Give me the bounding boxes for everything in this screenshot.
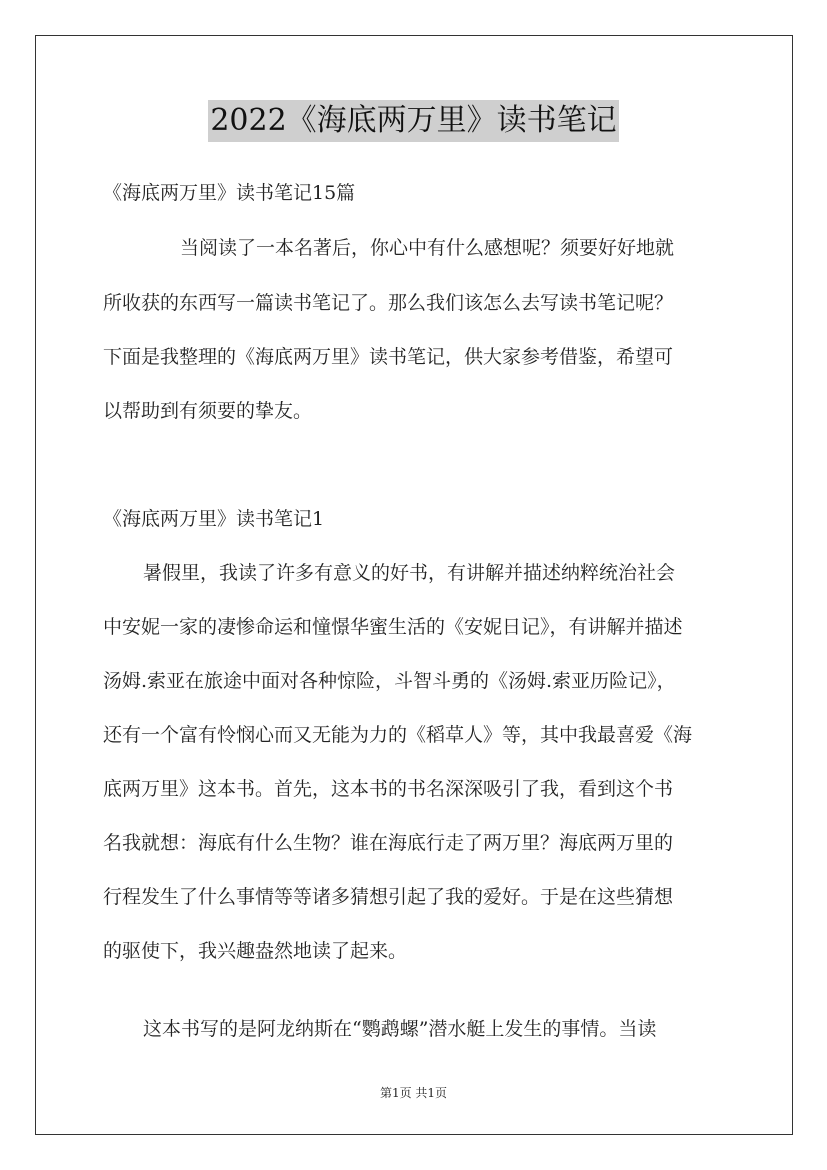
document-subtitle: 《海底两万里》读书笔记15篇 [103, 182, 356, 204]
body-line: 底两万里》这本书。首先，这本书的书名深深吸引了我，看到这个书 [103, 778, 674, 800]
body-line: 这本书写的是阿龙纳斯在“鹦鹉螺”潜水艇上发生的事情。当读 [143, 1018, 657, 1040]
body-line: 行程发生了什么事情等等诸多猜想引起了我的爱好。于是在这些猜想 [103, 886, 674, 908]
intro-line: 以帮助到有须要的挚友。 [103, 400, 313, 422]
intro-line: 当阅读了一本名著后，你心中有什么感想呢？须要好好地就 [180, 237, 675, 259]
document-title: 2022《海底两万里》读书笔记 [208, 100, 618, 142]
body-line: 中安妮一家的凄惨命运和憧憬华蜜生活的《安妮日记》，有讲解并描述 [103, 616, 683, 638]
body-line: 的驱使下，我兴趣盎然地读了起来。 [103, 940, 408, 962]
title-container [0, 100, 827, 142]
intro-line: 所收获的东西写一篇读书笔记了。那么我们该怎么去写读书笔记呢？ [103, 292, 674, 314]
body-line: 汤姆.索亚在旅途中面对各种惊险，斗智斗勇的《汤姆.索亚历险记》， [103, 670, 676, 692]
page-footer: 第1页 共1页 [379, 1086, 448, 1100]
body-line: 暑假里，我读了许多有意义的好书，有讲解并描述纳粹统治社会 [143, 562, 676, 584]
intro-line: 下面是我整理的《海底两万里》读书笔记，供大家参考借鉴，希望可 [103, 346, 674, 368]
body-line: 名我就想：海底有什么生物？谁在海底行走了两万里？海底两万里的 [103, 832, 674, 854]
section-heading: 《海底两万里》读书笔记1 [103, 508, 325, 530]
body-line: 还有一个富有怜悯心而又无能为力的《稻草人》等，其中我最喜爱《海 [103, 724, 693, 746]
